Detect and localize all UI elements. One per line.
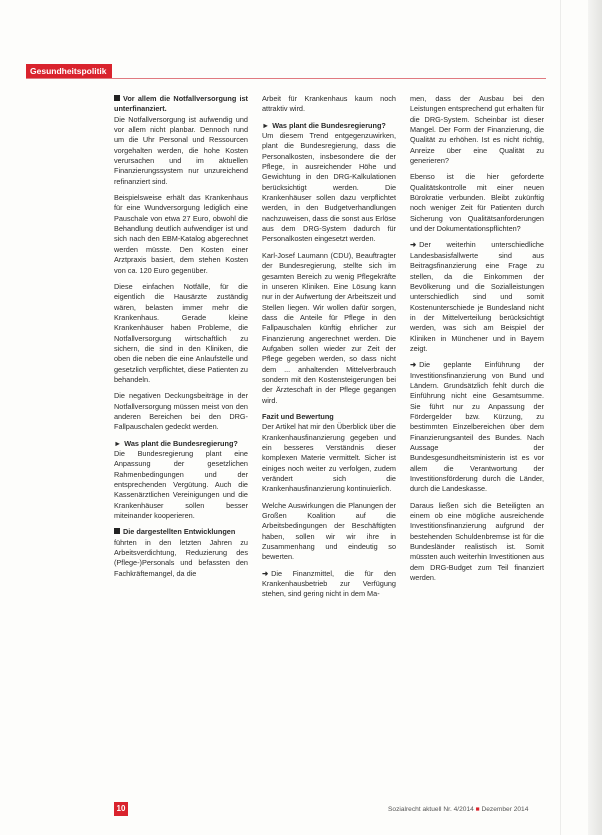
text-column-2 [262,94,396,606]
text-column-1 [114,94,248,585]
paragraph: men, dass der Ausbau bei den Leistungen entsprechend gut erhalten für die DRG-System. Scheinbar ist dieser Mangel. Der Form der Finanzierung, die Qualität zu erhöhen. Ist es nicht richtig, Anreize über eine Qualität zu generieren? [410,94,544,166]
subheading: ► Was plant die Bundesregierung? [262,120,386,130]
paragraph: Diese einfachen Notfälle, für die eigentlich die Hausärzte zuständig wären, belasten immer mehr die Krankenhaus. Gerade kleine Krankenhäuser haben Probleme, die Notfallversorgung wirtschaftlich zu sichern, die sind in den Kliniken, die oben die neben die eine Anlaufstelle und gesetzlich verpflichtet, diese Patienten zu behandeln. [114,281,248,384]
arrow-right-icon: ➜ [262,568,269,578]
arrow-right-icon: ► [114,438,122,448]
paragraph: Die Bundesregierung plant eine Anpassung der gesetzlichen Rahmenbedingungen und der entsprechenden Vergütung. Auch die Kassenärztlichen Vereinigungen und die Krankenhäuser sollen besser miteinander kooperieren. [114,449,248,521]
footer-line [388,806,558,813]
subheading: Fazit und Bewertung [262,411,334,421]
subheading: Die dargestellten Entwicklungen [114,527,248,537]
bullet-square-icon [114,95,120,101]
page-number: 10 [114,802,128,816]
arrow-right-icon: ► [262,120,270,130]
footer-separator: ■ [475,806,480,813]
paragraph: Die Notfallversorgung ist aufwendig und vor allem nicht planbar. Dennoch rund um die Uhr Personal und Ressourcen vorgehalten werden, die hohe Kosten verursachen und im aktuellen Finanzierungssystem nur unzureichend refinanziert sind. [114,114,248,186]
text-column-3 [410,94,544,589]
paragraph: Ebenso ist die hier geforderte Qualitätskontrolle mit einer neuen Bürokratie verbunden. Bleibt zukünftig noch weniger Zeit für Patienten durch Sicherung von Qualitätsanforderungen und der Dokumentationspflichten? [410,172,544,234]
section-rubric: Gesundheitspolitik [26,64,112,78]
footer-date: Dezember 2014 [481,806,529,813]
subheading: ► Was plant die Bundesregierung? [114,438,238,448]
paragraph: Welche Auswirkungen die Planungen der Großen Koalition auf die Arbeitsbedingungen der Beschäftigten haben, sollen wir wir ihre in Zusammenhang und eindeutig so bewerten. [262,500,396,562]
paragraph: Die Finanzmittel, die für den Krankenhausbetrieb zur Verfügung stehen, sind gering nicht in dem Ma- [262,568,396,599]
bullet-square-icon [114,528,120,534]
page-fold [560,0,561,835]
subheading: Vor allem die Notfallversorgung ist unterfinanziert. [114,94,248,114]
paragraph: führten in den letzten Jahren zu Arbeitsverdichtung, Reduzierung des (Pflege-)Personals und befassten den Fachkräftemangel, da die [114,537,248,578]
page-edge-shadow [588,0,602,835]
paragraph: Der Artikel hat mir den Überblick über die Krankenhausfinanzierung gegeben und ein besseres Verständnis dieser komplexen Materie vermittelt. Sicher ist einiges noch weiter zu verfolgen, zudem verändert sich die Krankenhausfinanzierung kontinuierlich. [262,422,396,494]
footer-journal: Sozialrecht aktuell [388,806,442,813]
paragraph: Beispielsweise erhält das Krankenhaus für eine Wundversorgung lediglich eine Pauschale von etwa 27 Euro, obwohl die Behandlung deutlich aufwendiger ist und sich nach den EBM-Katalog abgerechnet werden müsste. Den Kosten einer Arztpraxis basiert, dem stehen Kosten von ca. 120 Euro gegenüber. [114,193,248,275]
paragraph: Karl-Josef Laumann (CDU), Beauftragter der Bundesregierung, stellte sich im gesamten Bereich zu wenig Pflegekräfte in unseren Kliniken. Eine Lösung kann nur in der Aufwertung der Arbeitszeit und Stellen liegen. Wir wollen dafür sorgen, dass die Anteile für Pflege in den Fallpauschalen künftig ehrlicher zur Finanzierung angerechnet werden. Die Aufgaben sollen wieder zur Zeit der Pflege gegeben werden, so dass nicht dem ... anhaltenden Mittelverbrauch sondern mit den Kostensteigerungen bei der Ärzteschaft in der Pflege gegangen wird. [262,250,396,405]
paragraph: Der weiterhin unterschiedliche Landesbasisfallwerte sind aus Beitragsfinanzierung eine Frage zu stellen, da die Einkommen der Bevölkerung und die Sozialleistungen unterschiedlich sind und somit Kostenunterschiede je Bundesland nicht in der Mittelverteilung berücksichtigt werden, was sich am Beispiel der Kliniken in Münchener und in Bayern zeigt. [410,240,544,353]
arrow-right-icon: ➜ [410,240,417,250]
paragraph: Die geplante Einführung der Investitionsfinanzierung von Bund und Ländern. Grundsätzlich fehlt durch die Einführung nicht eine Gesamtsumme. Sie führt nur zu Anpassung der Fördergelder bzw. Kürzung, zu bestimmten Einzelbereichen über dem Finanzierungsanteil des Bundes. Nach Aussage der Bundesgesundheitsministerin ist es vor allem die Verantwortung der Investitionsförderung durch die Länder, durch die Landeskasse. [410,360,544,494]
paragraph: Die negativen Deckungsbeiträge in der Notfallversorgung müssen meist von den anderen Bereichen bei den DRG-Fallpauschalen gedeckt werden. [114,391,248,432]
arrow-right-icon: ➜ [410,360,417,370]
footer-issue: Nr. 4/2014 [443,806,474,813]
rubric-divider [26,78,546,79]
paragraph: Arbeit für Krankenhaus kaum noch attraktiv wird. [262,94,396,114]
paragraph: Daraus ließen sich die Beteiligten an einem ob eine mögliche ausreichende Investitionsfinanzierung aufgrund der bestehenden Schuldenbremse ist für die Bundesländer realistisch ist. Somit müssten auch weiterhin Investitionen aus dem DRG-Budget zum Teil finanziert werden. [410,500,544,583]
paragraph: Um diesem Trend entgegenzuwirken, plant die Bundesregierung, dass die Personalkosten, insbesondere die der Pflege, in ausreichender Höhe und Gewichtung in den DRG-Kalkulationen berücksichtigt werden. Die Krankenhäuser sollen dazu verpflichtet werden, in den Budgetverhandlungen nachzuweisen, dass die sonst aus Erlöse aus dem DRG-System dadurch für Personalkosten eingesetzt werden. [262,131,396,244]
